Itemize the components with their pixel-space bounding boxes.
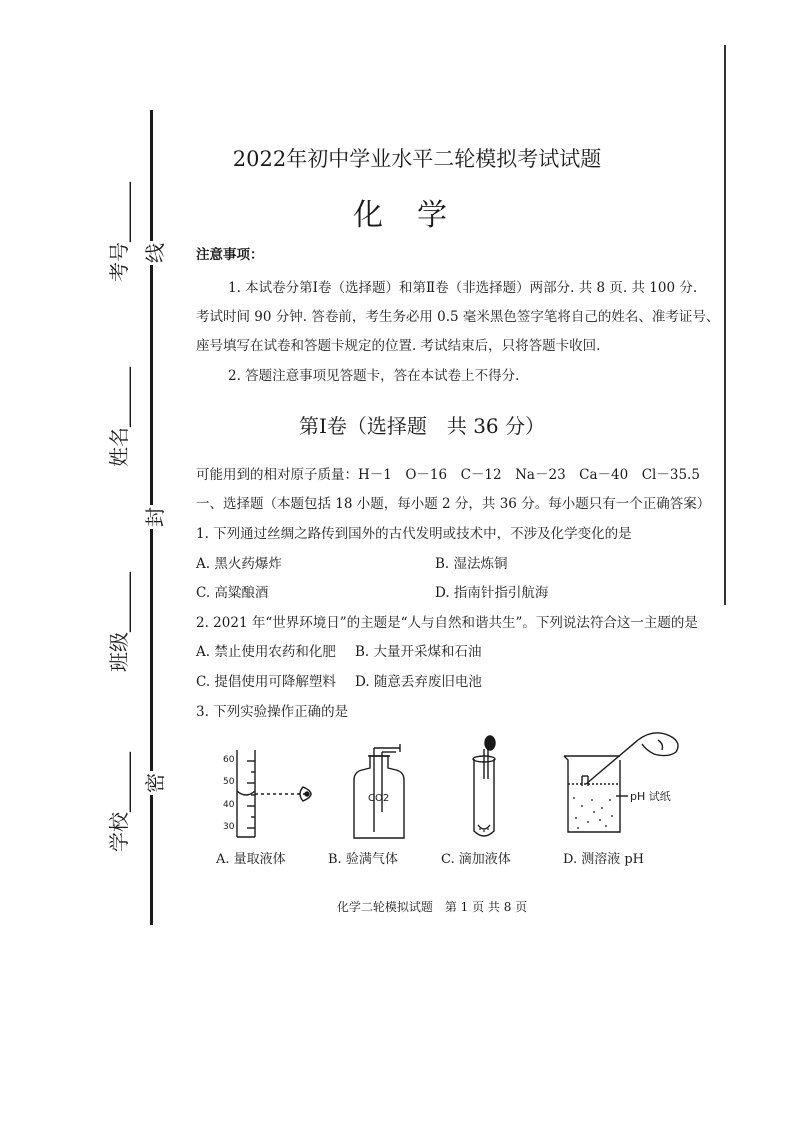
figure-c-caption: C. 滴加液体	[441, 852, 511, 867]
question-1-option-d: D. 指南针指引航海	[435, 585, 549, 601]
ph-paper-label: pH 试纸	[630, 790, 671, 803]
notice-item-2: 2. 答题注意事项见答题卡，答在本试卷上不得分.	[228, 368, 520, 384]
name-field: 姓名______	[107, 367, 131, 467]
page-footer: 化学二轮模拟试题 第 1 页 共 8 页	[336, 900, 528, 914]
figure-b-caption: B. 验满气体	[328, 852, 398, 867]
class-field: 班级______	[107, 572, 131, 672]
seal-char-secret: 密	[139, 771, 163, 795]
question-3-stem: 3. 下列实验操作正确的是	[196, 704, 349, 720]
question-2-option-b: B. 大量开采煤和石油	[355, 644, 482, 660]
question-2-stem: 2. 2021 年“世界环境日”的主题是“人与自然和谐共生”。下列说法符合这一主题的是	[196, 615, 698, 631]
cylinder-tick-40: 40	[223, 800, 235, 810]
cylinder-tick-60: 60	[223, 755, 235, 765]
question-2-option-d: D. 随意丢弃废旧电池	[355, 674, 482, 690]
notice-item-1-line-2: 考试时间 90 分钟. 答卷前，考生务必用 0.5 毫米黑色签字笔将自己的姓名、准考证号、	[196, 309, 720, 325]
notice-item-1-line-1: 1. 本试卷分第Ⅰ卷（选择题）和第Ⅱ卷（非选择题）两部分. 共 8 页. 共 100 分.	[228, 280, 698, 296]
exam-number-field: 考号______	[107, 182, 131, 282]
section-instructions: 一、选择题（本题包括 18 小题，每小题 2 分，共 36 分。每小题只有一个正确答案）	[196, 496, 711, 512]
question-2-option-a: A. 禁止使用农药和化肥	[196, 644, 336, 660]
atomic-mass-line: 可能用到的相对原子质量：H－1 O－16 C－12 Na－23 Ca－40 Cl－35.5	[196, 467, 700, 483]
question-1-option-a: A. 黑火药爆炸	[196, 556, 282, 572]
page-edge-line	[724, 45, 726, 605]
figure-a-caption: A. 量取液体	[216, 852, 286, 867]
cylinder-tick-30: 30	[223, 822, 235, 832]
seal-char-line: 线	[139, 241, 163, 265]
notice-heading: 注意事项：	[196, 247, 264, 263]
section-title: 第Ⅰ卷（选择题 共 36 分）	[298, 414, 546, 438]
school-field: 学校______	[107, 752, 131, 852]
figure-c-test-tube-dropper	[460, 735, 520, 843]
question-1-option-c: C. 高粱酿酒	[196, 585, 269, 601]
notice-item-1-line-3: 座号填写在试卷和答题卡规定的位置. 考试结束后，只将答题卡收回.	[196, 338, 601, 354]
seal-char-seal: 封	[139, 505, 163, 529]
exam-title: 2022年初中学业水平二轮模拟考试试题	[232, 147, 602, 171]
question-1-option-b: B. 湿法炼铜	[435, 556, 508, 572]
question-1-stem: 1. 下列通过丝绸之路传到国外的古代发明或技术中，不涉及化学变化的是	[196, 526, 632, 542]
subject-title: 化学	[353, 198, 481, 233]
figure-d-beaker-ph	[558, 728, 698, 840]
figure-b-gas-bottle	[340, 742, 420, 842]
figure-d-caption: D. 测溶液 pH	[563, 852, 645, 867]
bottle-label-co2: CO2	[368, 793, 390, 804]
question-2-option-c: C. 提倡使用可降解塑料	[196, 674, 336, 690]
cylinder-tick-50: 50	[223, 777, 235, 787]
